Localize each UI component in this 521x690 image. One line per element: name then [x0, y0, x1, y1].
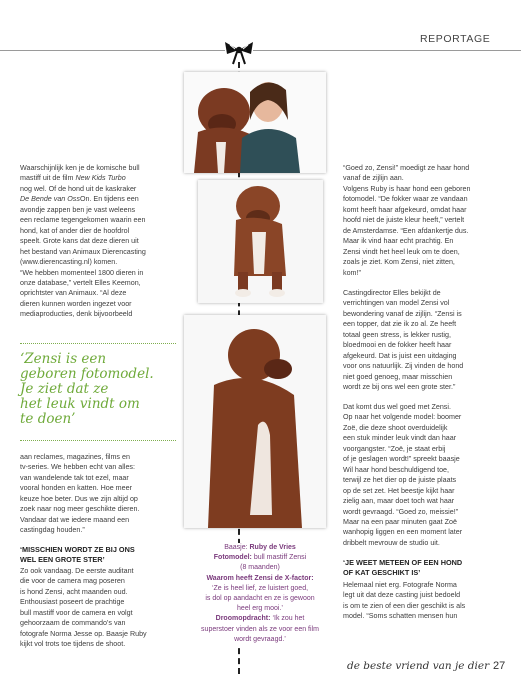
quote-line: te doen’ [20, 411, 76, 427]
text-line: kijkt vol trots toe tijdens de shoot. [20, 640, 126, 649]
text-line: tv-series. We hebben echt van alles: [20, 463, 135, 472]
text-line: hond, kat of ander dier de hoofdrol [20, 226, 130, 235]
text-line: (www.dierencasting.nl) komen. [20, 258, 118, 267]
text-line: aan reclames, magazines, films en [20, 453, 130, 461]
quote-divider-top [20, 343, 176, 344]
caption-dream-line: superstoer vinden als ze voor een film [201, 625, 319, 633]
text-line: voorgangster. “Zoë, je staat erbij [343, 444, 446, 453]
text-line: Waarschijnlijk ken je de komische bull [20, 164, 140, 172]
film-title: New Kids Turbo [75, 174, 126, 183]
text-line: Wil haar hond beschuldigend toe, [343, 465, 449, 474]
text-line: een reclame tegengekomen waarin een [20, 216, 146, 225]
text-line: gehoorzaam de commando’s van [20, 619, 126, 628]
paragraph-3 [20, 566, 185, 650]
heading-line: ‘JE WEET METEEN OF EEN HOND [343, 558, 463, 567]
text-line: van wandelende tak tot ezel, maar [20, 473, 129, 482]
pull-quote [20, 352, 185, 427]
photo-caption [186, 543, 334, 645]
text-line: niet goed genoeg, maar misschien [343, 372, 453, 381]
text-line: verrichtingen van model Zensi vol [343, 299, 450, 308]
text-line: De Bende van OssOn. En tijdens een [20, 195, 139, 204]
caption-model: Fotomodel: bull mastiff Zensi [213, 554, 307, 562]
text-line: die voor de camera mag poseren [20, 577, 125, 586]
text-line: Zoë, die deze shoot overduidelijk [343, 423, 448, 432]
text-line: Enthousiast poseert de prachtige [20, 598, 125, 607]
text-line: wordt gevraagd. “Goed zo, meissie!” [343, 507, 459, 516]
text-line: de Amsterdamse. “Een afdankertje dus. [343, 226, 469, 235]
text-line: wordt ze bij ons wel een grote ster.” [343, 383, 456, 392]
text-line: fotografe Norma Jesse op. Baasje Ruby [20, 629, 147, 638]
text-line: “We hebben momenteel 1800 dieren in [20, 268, 144, 277]
section-heading-right [343, 558, 518, 579]
text-line: Helemaal niet erg. Fotografe Norma [343, 581, 457, 589]
caption-dream-line: wordt gevraagd.’ [234, 635, 286, 643]
text-line: fotomodel. “De fokker waar ze vandaan [343, 195, 468, 204]
text-line: bloedmooi en de fokker heeft haar [343, 341, 452, 350]
text-line: speelt. Grote kans dat deze dieren uit [20, 237, 139, 246]
caption-dream: Droomopdracht: ‘Ik zou het [215, 615, 305, 623]
text-line: Zensi vindt het heel leuk om te doen, [343, 247, 460, 256]
right-paragraph-3 [343, 402, 515, 548]
caption-xfactor-line: heel erg mooi.’ [237, 605, 283, 613]
text-line: oprichtster van Animaux. “Al deze [20, 289, 127, 298]
text-line: een stuk minder leuk vindt dan haar [343, 434, 457, 443]
text-line: een topper, dat zie ik zo al. Ze heeft [343, 320, 457, 329]
text-line: model. “Soms schatten mensen hun [343, 612, 458, 621]
photo-dog-profile [184, 315, 326, 528]
text-line: castingdag houden.” [20, 526, 85, 535]
text-line: totaal geen stress, is lekker rustig, [343, 330, 451, 339]
caption-model-age: (8 maanden) [240, 564, 280, 572]
text-line: bull mastiff voor de camera en volgt [20, 608, 133, 617]
text-line: vooral honden en katten. Hoe meer [20, 484, 132, 493]
right-paragraph-1 [343, 163, 515, 278]
caption-owner: Baasje: Ruby de Vries [224, 544, 296, 551]
photo-owner-with-dog [184, 72, 326, 173]
quote-line: ‘Zensi is een [20, 351, 107, 367]
quote-line: Je ziet dat ze [20, 381, 109, 397]
heading-line: WEL EEN GROTE STER’ [20, 555, 105, 565]
section-heading-left [20, 545, 185, 566]
caption-xfactor-line: ‘Ze is heel lief, ze luistert goed, [211, 584, 309, 592]
intro-paragraph [20, 163, 178, 320]
header-divider [253, 50, 521, 51]
right-paragraph-4 [343, 580, 518, 622]
text-line: komt heeft haar afgekeurd, omdat haar [343, 205, 467, 214]
heading-line: OF KAT GESCHIKT IS’ [343, 568, 421, 578]
text-line: Volgens Ruby is haar hond een geboren [343, 184, 471, 193]
text-line: afgekeurd. Dat is juist een uitdaging [343, 351, 457, 360]
text-line: Zo ook vandaag. De eerste auditant [20, 567, 134, 575]
text-line: avondje zappen ben je vast weleens [20, 205, 136, 214]
text-line: Maar na een paar minuten gaat Zoë [343, 517, 457, 526]
text-line: keuze hoe beter. Dus we zijn altijd op [20, 494, 138, 503]
paragraph-2 [20, 452, 180, 536]
text-line: zoek naar nog meer geschikte dieren. [20, 505, 140, 514]
text-line: voor ons natuurlijk. Zij vinden de hond [343, 362, 464, 371]
caption-xfactor-label: Waarom heeft Zensi de X-factor: [206, 574, 314, 582]
text-line: Maar ik vind haar echt prachtig. En [343, 237, 454, 246]
header-divider-left [0, 50, 225, 51]
heading-line: ‘MISSCHIEN WORDT ZE BIJ ONS [20, 545, 135, 554]
section-label: REPORTAGE [420, 33, 491, 45]
caption-xfactor-line: is dol op aandacht en ze is gewoon [205, 595, 315, 603]
text-line: Castingdirector Elles bekijkt de [343, 289, 441, 297]
footer-tagline: de beste vriend van je dier [347, 660, 490, 672]
text-line: zoals je ziet. Kom Zensi, niet zitten, [343, 258, 455, 267]
text-line: terwijl ze het dier op de juiste plaats [343, 476, 457, 485]
text-line: hoofd niet de juiste kleur heeft,” vertelt [343, 216, 465, 225]
photo-dog-standing [198, 180, 323, 303]
text-line: dribbelt mevrouw de studio uit. [343, 538, 440, 547]
text-line: het bestand van Animaux Dierencasting [20, 247, 146, 256]
quote-divider-bottom [20, 440, 176, 441]
text-line: kom!” [343, 268, 361, 277]
text-line: Vandaar dat we iedere maand een [20, 515, 130, 524]
text-line: “Goed zo, Zensi!” moedigt ze haar hond [343, 164, 470, 172]
text-line: nog wel. Of de hond uit de kaskraker [20, 184, 137, 193]
text-line: Dat komt dus wel goed met Zensi. [343, 403, 451, 411]
quote-line: geboren fotomodel. [20, 366, 154, 382]
text-line: of je geslagen wordt!” spreekt baasje [343, 455, 460, 464]
text-line: is om te zien of een dier geschikt is als [343, 601, 466, 610]
page-number: 27 [493, 660, 506, 672]
text-line: Op naar het volgende model: boomer [343, 413, 462, 422]
text-line: mastiff uit de film New Kids Turbo [20, 174, 126, 183]
text-line: wanhopig liggen en een moment later [343, 528, 463, 537]
text-line: onze database,” vertelt Elles Keemon, [20, 278, 141, 287]
text-line: mediaproducties, denk bijvoorbeeld [20, 310, 133, 319]
text-line: bewondering vanaf de zijlijn. “Zensi is [343, 309, 462, 318]
blockbuster-title: De Bende van Oss [20, 195, 80, 204]
text-line: legt uit dat deze casting juist bedoeld [343, 591, 461, 600]
quote-line: het leuk vindt om [20, 396, 140, 412]
text-line: zielig aan, maar doet toch wat haar [343, 497, 455, 506]
right-paragraph-2 [343, 288, 515, 393]
text-line: is hond Zensi, acht maanden oud. [20, 587, 128, 596]
text-line: dieren kunnen worden ingezet voor [20, 299, 132, 308]
text-line: vanaf de zijlijn aan. [343, 174, 404, 183]
text-line: op de set zet. Het beestje kijkt haar [343, 486, 455, 495]
